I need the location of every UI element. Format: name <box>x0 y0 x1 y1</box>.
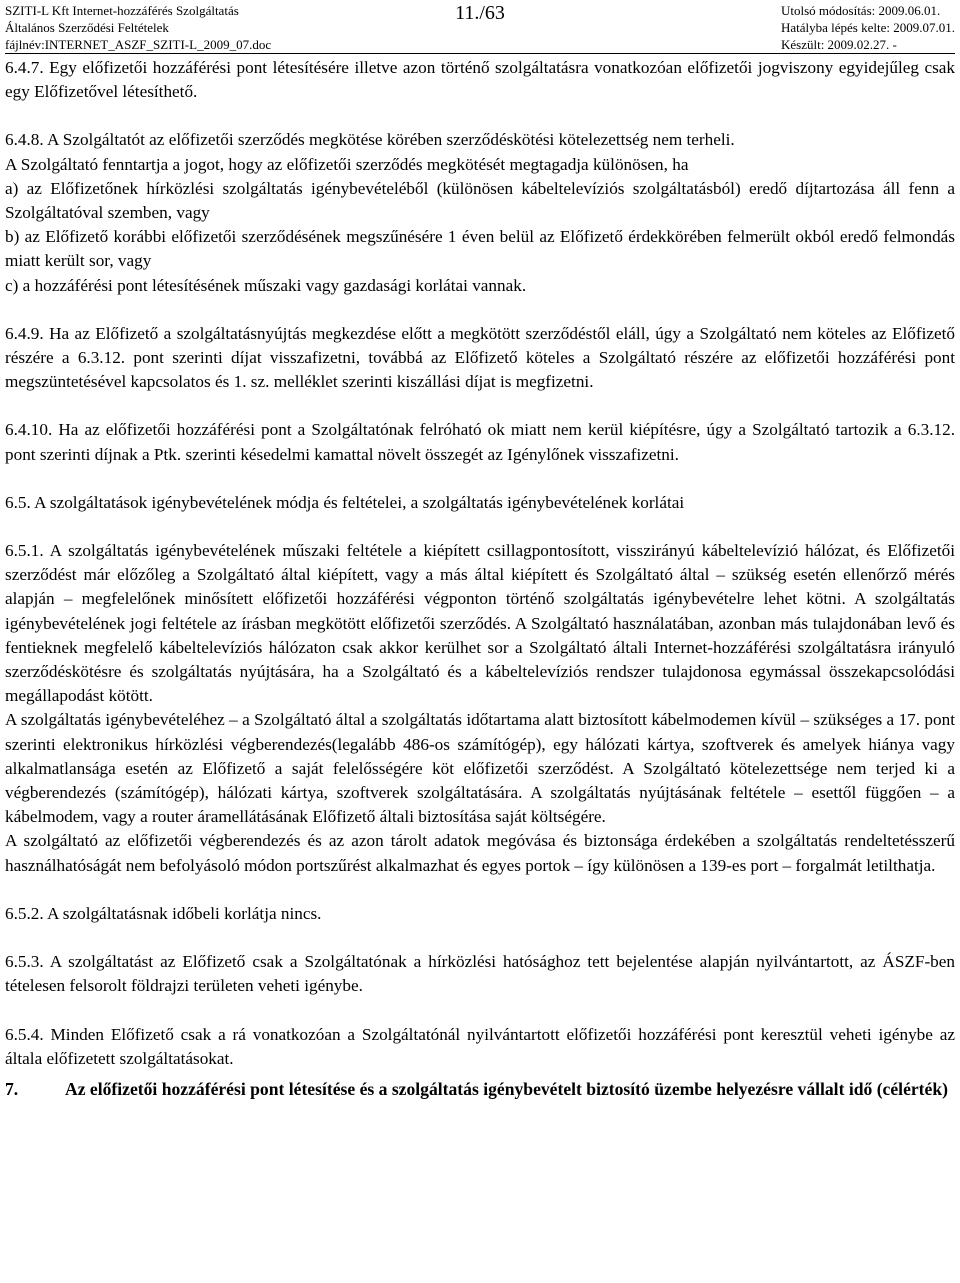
paragraph-6-4-8-intro: A Szolgáltató fenntartja a jogot, hogy az előfizetői szerződés megkötését megtagadja különösen, ha <box>5 154 689 174</box>
paragraph-6-4-8: 6.4.8. A Szolgáltatót az előfizetői szerződés megkötése körében szerződéskötési kötelezettség nem terheli. <box>5 130 735 150</box>
header-right-block <box>781 2 955 53</box>
list-item-c: c) a hozzáférési pont létesítésének műszaki vagy gazdasági korlátai vannak. <box>5 275 527 295</box>
section-7-title: Az előfizetői hozzáférési pont létesítése és a szolgáltatás igénybevételt biztosító üzembe helyezésre vállalt idő (célérték) <box>65 1078 948 1099</box>
section-7-heading <box>5 1077 955 1102</box>
header-divider <box>5 53 955 54</box>
section-7-number: 7. <box>5 1078 19 1099</box>
paragraph-6-4-9: 6.4.9. Ha az Előfizető a szolgáltatásnyújtás megkezdése előtt a megkötött szerződéstől eláll, úgy a Szolgáltató nem köteles az Előfizető részére a 6.3.12. pont szerinti díjat visszafizetni, továbbá az Előfizető köteles a Szolgáltató részére az előfizetői hozzáférési pont megszüntetésével kapcsolatos és 1. sz. melléklet szerinti kiszállási díjat is megfizetni. <box>5 323 955 392</box>
paragraph-6-4-7: 6.4.7. Egy előfizetői hozzáférési pont létesítésére illetve azon történő szolgáltatásra vonatkozóan előfizetői jogviszony egyidejűleg csak egy Előfizetővel létesíthető. <box>5 58 955 102</box>
paragraph-6-5-2: 6.5.2. A szolgáltatásnak időbeli korlátja nincs. <box>5 903 322 923</box>
header-document-title: Általános Szerződési Feltételek <box>5 20 169 35</box>
paragraph-6-5-1: 6.5.1. A szolgáltatás igénybevételének műszaki feltétele a kiépített csillagpontosított, visszirányú kábeltelevízió hálózat, és Előfizetői szerződést már előzőleg a Szolgáltató által kiépített, vagy a más által kiépített és Szolgáltató által – szükség esetén ellenőrző mérés alapján – megfelelőnek minősített előfizetői hozzáférési végponton történő szolgáltatás igénybevételre lehet kötni. A szolgáltatás igénybevételének jogi feltétele az írásban megkötött előfizetői szerződés. A Szolgáltató használatában, azonban más tulajdonában levő és fentieknek megfelelő kábeltelevíziós hálózaton csak akkor kerülhet sor a Szolgáltató általi Internet-hozzáférési szolgáltatásra irányuló szerződéskötésre és szolgáltatás nyújtására, ha a Szolgáltató és a kábeltelevíziós rendszer tulajdonosa egymással összekapcsolódási megállapodást kötött. <box>5 541 955 706</box>
header-created-date: Készült: 2009.02.27. - <box>780 37 897 52</box>
paragraph-6-5-4: 6.5.4. Minden Előfizető csak a rá vonatkozóan a Szolgáltatónál nyilvántartott előfizetői hozzáférési pont keresztül veheti igénybe az általa előfizetett szolgáltatásokat. <box>5 1024 955 1068</box>
list-item-b: b) az Előfizető korábbi előfizetői szerződésének megszűnésére 1 éven belül az Előfizető érdekkörében felmerült okból eredő felmondás miatt került sor, vagy <box>5 227 955 271</box>
paragraph-6-5-1-equipment: A szolgáltatás igénybevételéhez – a Szolgáltató által a szolgáltatás időtartama alatt biztosított kábelmodemen kívül – szükséges a 17. pont szerinti elektronikus hírközlési végberendezés(legalább 486-os számítógép), egy hálózati kártya, szoftverek és amelyek hiánya vagy alkalmatlansága esetén az Előfizető a saját felelősségére köt előfizetői szerződést. A Szolgáltató kötelezettsége nem terjed ki a végberendezés (számítógép), hálózati kártya, szoftverek szolgáltatására. A szolgáltatás nyújtásának feltétele – esettől függően – a kábelmodem, vagy a router áramellátásának Előfizető általi biztosítása saját költségére. <box>5 710 955 827</box>
page-number: 11./63 <box>455 2 505 24</box>
list-item-a: a) az Előfizetőnek hírközlési szolgáltatás igénybevételéből (különösen kábeltelevíziós szolgáltatásból) eredő díjtartozása áll fenn a Szolgáltatóval szemben, vagy <box>5 178 955 223</box>
paragraph-6-5-1-port-filtering: A szolgáltató az előfizetői végberendezés és az azon tárolt adatok megóvása és biztonsága érdekében a szolgáltatás rendeltetésszerű használhatóságát nem befolyásoló módon portszűrést alkalmazhat és egyes portok – így különösen a 139-es port – forgalmát letilthatja. <box>5 831 955 875</box>
header-company: SZITI-L Kft Internet-hozzáférés Szolgáltatás <box>5 3 239 18</box>
page-header <box>5 2 955 52</box>
header-last-modified: Utolsó módosítás: 2009.06.01. <box>780 3 941 18</box>
header-effective-date: Hatályba lépés kelte: 2009.07.01. <box>780 20 955 35</box>
header-filename: fájlnév:INTERNET_ASZF_SZITI-L_2009_07.doc <box>5 37 272 52</box>
section-6-5-heading: 6.5. A szolgáltatások igénybevételének módja és feltételei, a szolgáltatás igénybevételének korlátai <box>5 492 685 512</box>
paragraph-6-5-3: 6.5.3. A szolgáltatást az Előfizető csak a Szolgáltatónak a hírközlési hatósághoz tett bejelentése alapján nyilvántartott, az ÁSZF-ben tételesen felsorolt földrajzi területen veheti igénybe. <box>5 952 955 996</box>
paragraph-6-4-10: 6.4.10. Ha az előfizetői hozzáférési pont a Szolgáltatónak felróható ok miatt nem kerül kiépítésre, úgy a Szolgáltató tartozik a 6.3.12. pont szerinti díjnak a Ptk. szerinti késedelmi kamattal növelt összegét az Igénylőnek visszafizetni. <box>5 420 955 464</box>
document-body <box>5 56 955 1102</box>
